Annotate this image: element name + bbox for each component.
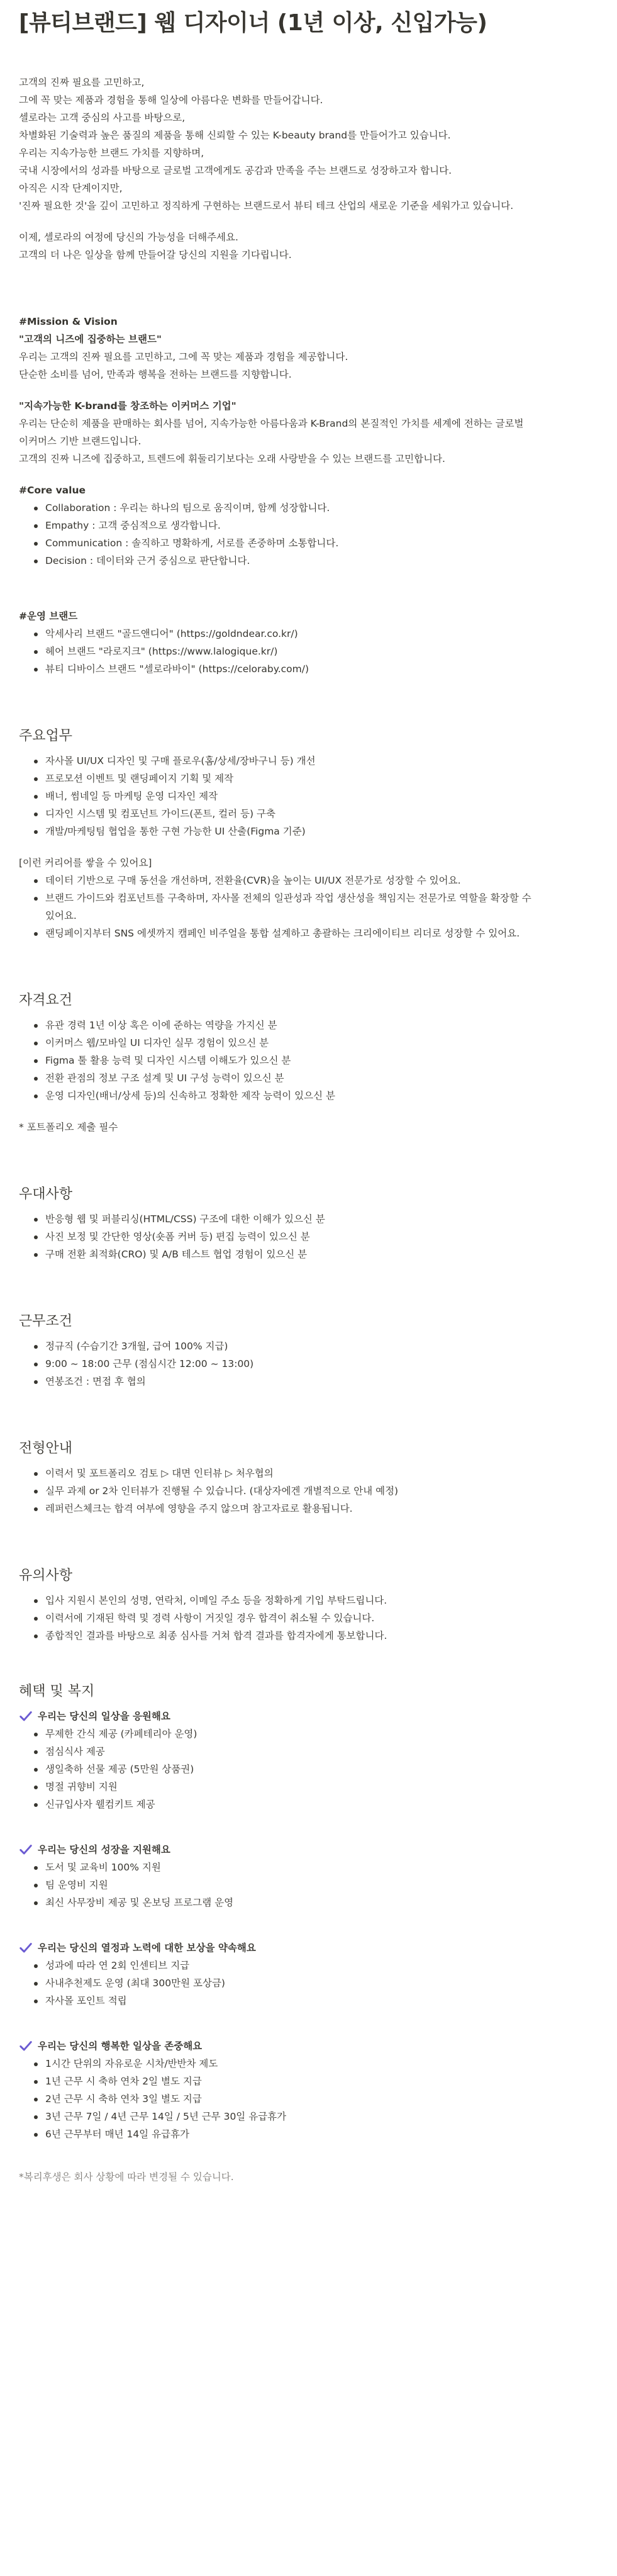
list-item: Communication : 솔직하고 명확하게, 서로를 존중하며 소통합니다. bbox=[33, 534, 598, 552]
list-item: 자사몰 UI/UX 디자인 및 구매 플로우(홈/상세/장바구니 등) 개선 bbox=[33, 752, 598, 770]
core-value-section bbox=[19, 481, 598, 570]
duties-list bbox=[19, 752, 598, 840]
list-item: Decision : 데이터와 근거 중심으로 판단합니다. bbox=[33, 552, 598, 570]
intro-line: 셀로라는 고객 중심의 사고를 바탕으로, bbox=[19, 111, 186, 123]
vision-line: 고객의 진짜 니즈에 집중하고, 트렌드에 휘둘리기보다는 오래 사랑받을 수 있는 브랜드를 고민합니다. bbox=[19, 453, 445, 464]
benefit-group bbox=[19, 1939, 598, 2010]
benefit-group-title: 우리는 당신의 행복한 일상을 존중해요 bbox=[38, 2040, 203, 2052]
benefits-section bbox=[19, 1682, 598, 2186]
list-item: 배너, 썸네일 등 마케팅 운영 디자인 제작 bbox=[33, 787, 598, 805]
process-heading: 전형안내 bbox=[19, 1440, 73, 1456]
list-item: Empathy : 고객 중심적으로 생각합니다. bbox=[33, 517, 598, 534]
intro-line: 아직은 시작 단계이지만, bbox=[19, 182, 123, 194]
list-item: 최신 사무장비 제공 및 온보딩 프로그램 운영 bbox=[33, 1894, 598, 1911]
vision-subtitle: "지속가능한 K-brand를 창조하는 이커머스 기업" bbox=[19, 400, 236, 412]
intro-line: 고객의 더 나은 일상을 함께 만들어갈 당신의 지원을 기다립니다. bbox=[19, 249, 292, 261]
brands-list bbox=[19, 625, 598, 678]
benefit-group bbox=[19, 1841, 598, 1911]
list-item: 1시간 단위의 자유로운 시차/반반차 제도 bbox=[33, 2055, 598, 2073]
list-item: 팀 운영비 지원 bbox=[33, 1876, 598, 1894]
list-item: 유관 경력 1년 이상 혹은 이에 준하는 역량을 가지신 분 bbox=[33, 1016, 598, 1034]
list-item bbox=[33, 889, 598, 925]
list-item-text: 브랜드 가이드와 컴포넌트를 구축하며, 자사몰 전체의 일관성과 작업 생산성을 책임지는 전문가로 역할을 확장할 수 bbox=[45, 892, 531, 904]
list-item: 전환 관점의 정보 구조 설계 및 UI 구성 능력이 있으신 분 bbox=[33, 1069, 598, 1087]
list-item: 레퍼런스체크는 합격 여부에 영향을 주지 않으며 참고자료로 활용됩니다. bbox=[33, 1500, 598, 1517]
list-item: Figma 툴 활용 능력 및 디자인 시스템 이해도가 있으신 분 bbox=[33, 1052, 598, 1069]
list-item: 이력서 및 포트폴리오 검토 ▷ 대면 인터뷰 ▷ 처우협의 bbox=[33, 1465, 598, 1482]
page-title: [뷰티브랜드] 웹 디자이너 (1년 이상, 신입가능) bbox=[19, 10, 487, 36]
core-value-heading: #Core value bbox=[19, 484, 86, 496]
notice-heading: 유의사항 bbox=[19, 1567, 73, 1583]
notice-section bbox=[19, 1566, 598, 1645]
requirements-list bbox=[19, 1016, 598, 1105]
list-item: 명절 귀향비 지원 bbox=[33, 1778, 598, 1796]
mission-section bbox=[19, 313, 598, 468]
list-item: 개발/마케팅팀 협업을 통한 구현 가능한 UI 산출(Figma 기준) bbox=[33, 823, 598, 840]
benefits-heading: 혜택 및 복지 bbox=[19, 1683, 95, 1699]
list-item: 자사몰 포인트 적립 bbox=[33, 1992, 598, 2010]
list-item: 구매 전환 최적화(CRO) 및 A/B 테스트 협업 경험이 있으신 분 bbox=[33, 1246, 598, 1263]
conditions-section bbox=[19, 1312, 598, 1390]
benefit-group-title: 우리는 당신의 열정과 노력에 대한 보상을 약속해요 bbox=[38, 1942, 256, 1954]
list-item: 실무 과제 or 2차 인터뷰가 진행될 수 있습니다. (대상자에겐 개별적으로 안내 예정) bbox=[33, 1482, 598, 1500]
list-item: 6년 근무부터 매년 14일 유급휴가 bbox=[33, 2125, 598, 2143]
benefit-group bbox=[19, 2037, 598, 2143]
requirements-heading: 자격요건 bbox=[19, 992, 73, 1008]
list-item: 뷰티 디바이스 브랜드 "셀로라바이" (https://celoraby.com/) bbox=[33, 660, 598, 678]
mission-subtitle: "고객의 니즈에 집중하는 브랜드" bbox=[19, 333, 162, 345]
list-item: 입사 지원시 본인의 성명, 연락처, 이메일 주소 등을 정확하게 기입 부탁드립니다. bbox=[33, 1592, 598, 1609]
brands-section bbox=[19, 607, 598, 678]
intro-line: 국내 시장에서의 성과를 바탕으로 글로벌 고객에게도 공감과 만족을 주는 브랜드로 성장하고자 합니다. bbox=[19, 164, 452, 176]
list-item: 랜딩페이지부터 SNS 에셋까지 캠페인 비주얼을 통합 설계하고 총괄하는 크리에이티브 리더로 성장할 수 있어요. bbox=[33, 925, 598, 942]
list-item: Collaboration : 우리는 하나의 팀으로 움직이며, 함께 성장합니다. bbox=[33, 499, 598, 517]
list-item: 생일축하 선물 제공 (5만원 상품권) bbox=[33, 1760, 598, 1778]
benefit-list bbox=[19, 1859, 598, 1911]
list-item: 이력서에 기재된 학력 및 경력 사항이 거짓일 경우 합격이 취소될 수 있습니다. bbox=[33, 1609, 598, 1627]
intro-line: 그에 꼭 맞는 제품과 경험을 통해 일상에 아름다운 변화를 만들어갑니다. bbox=[19, 94, 323, 106]
duties-heading: 주요업무 bbox=[19, 728, 73, 744]
list-item: 2년 근무 시 축하 연차 3일 별도 지급 bbox=[33, 2090, 598, 2108]
conditions-list bbox=[19, 1337, 598, 1390]
portfolio-note: * 포트폴리오 제출 필수 bbox=[19, 1121, 118, 1133]
list-item: 반응형 웹 및 퍼블리싱(HTML/CSS) 구조에 대한 이해가 있으신 분 bbox=[33, 1210, 598, 1228]
process-section bbox=[19, 1439, 598, 1517]
list-item: 헤어 브랜드 "라로지크" (https://www.lalogique.kr/) bbox=[33, 643, 598, 660]
list-item: 무제한 간식 제공 (카페테리아 운영) bbox=[33, 1725, 598, 1743]
duties-section bbox=[19, 727, 598, 942]
list-item-text: 있어요. bbox=[45, 909, 77, 921]
mission-line: 우리는 고객의 진짜 필요를 고민하고, 그에 꼭 맞는 제품과 경험을 제공합니다. bbox=[19, 351, 348, 363]
list-item: 도서 및 교육비 100% 지원 bbox=[33, 1859, 598, 1876]
intro-line: 이제, 셀로라의 여정에 당신의 가능성을 더해주세요. bbox=[19, 231, 238, 243]
list-item: 사진 보정 및 간단한 영상(숏폼 커버 등) 편집 능력이 있으신 분 bbox=[33, 1228, 598, 1246]
conditions-heading: 근무조건 bbox=[19, 1313, 73, 1329]
preferred-section bbox=[19, 1185, 598, 1263]
list-item: 데이터 기반으로 구매 동선을 개선하며, 전환율(CVR)을 높이는 UI/UX 전문가로 성장할 수 있어요. bbox=[33, 872, 598, 889]
process-list bbox=[19, 1465, 598, 1517]
list-item: 악세사리 브랜드 "골드앤디어" (https://goldndear.co.kr/) bbox=[33, 625, 598, 643]
intro-line: 차별화된 기술력과 높은 품질의 제품을 통해 신뢰할 수 있는 K-beauty brand를 만들어가고 있습니다. bbox=[19, 129, 451, 141]
notice-list bbox=[19, 1592, 598, 1645]
vision-line: 우리는 단순히 제품을 판매하는 회사를 넘어, 지속가능한 아름다움과 K-Brand의 본질적인 가치를 세계에 전하는 글로벌 bbox=[19, 417, 524, 429]
vision-line: 이커머스 기반 브랜드입니다. bbox=[19, 435, 142, 447]
brands-heading: #운영 브랜드 bbox=[19, 610, 78, 622]
list-item: 운영 디자인(배너/상세 등)의 신속하고 정확한 제작 능력이 있으신 분 bbox=[33, 1087, 598, 1105]
career-heading: [이런 커리어를 쌓을 수 있어요] bbox=[19, 857, 152, 869]
list-item: 정규직 (수습기간 3개월, 급여 100% 지급) bbox=[33, 1337, 598, 1355]
benefit-list bbox=[19, 1957, 598, 2010]
list-item: 3년 근무 7일 / 4년 근무 14일 / 5년 근무 30일 유급휴가 bbox=[33, 2108, 598, 2125]
list-item: 1년 근무 시 축하 연차 2일 별도 지급 bbox=[33, 2073, 598, 2090]
check-icon bbox=[19, 1843, 33, 1857]
benefit-list bbox=[19, 2055, 598, 2143]
benefit-list bbox=[19, 1725, 598, 1813]
list-item: 디자인 시스템 및 컴포넌트 가이드(폰트, 컬러 등) 구축 bbox=[33, 805, 598, 823]
mission-heading: #Mission & Vision bbox=[19, 315, 118, 327]
intro-line: 우리는 지속가능한 브랜드 가치를 지향하며, bbox=[19, 147, 204, 159]
benefit-group bbox=[19, 1707, 598, 1813]
list-item: 연봉조건 : 면접 후 협의 bbox=[33, 1373, 598, 1390]
list-item: 프로모션 이벤트 및 랜딩페이지 기획 및 제작 bbox=[33, 770, 598, 787]
mission-line: 단순한 소비를 넘어, 만족과 행복을 전하는 브랜드를 지향합니다. bbox=[19, 368, 292, 380]
list-item: 점심식사 제공 bbox=[33, 1743, 598, 1760]
preferred-list bbox=[19, 1210, 598, 1263]
intro-line: 고객의 진짜 필요를 고민하고, bbox=[19, 76, 145, 88]
list-item: 이커머스 웹/모바일 UI 디자인 실무 경험이 있으신 분 bbox=[33, 1034, 598, 1052]
benefit-group-title: 우리는 당신의 일상을 응원해요 bbox=[38, 1710, 170, 1722]
check-icon bbox=[19, 1709, 33, 1723]
intro-line: '진짜 필요한 것'을 깊이 고민하고 정직하게 구현하는 브랜드로서 뷰티 테크 산업의 새로운 기준을 세워가고 있습니다. bbox=[19, 200, 514, 211]
list-item: 사내추천제도 운영 (최대 300만원 포상금) bbox=[33, 1974, 598, 1992]
core-value-list bbox=[19, 499, 598, 570]
career-list bbox=[19, 872, 598, 942]
intro-section bbox=[19, 74, 598, 264]
requirements-section bbox=[19, 991, 598, 1136]
check-icon bbox=[19, 1941, 33, 1955]
list-item: 신규입사자 웰컴키트 제공 bbox=[33, 1796, 598, 1813]
benefit-group-title: 우리는 당신의 성장을 지원해요 bbox=[38, 1843, 170, 1855]
list-item: 성과에 따라 연 2회 인센티브 지급 bbox=[33, 1957, 598, 1974]
list-item: 종합적인 결과를 바탕으로 최종 심사를 거쳐 합격 결과를 합격자에게 통보합니다. bbox=[33, 1627, 598, 1645]
list-item: 9:00 ~ 18:00 근무 (점심시간 12:00 ~ 13:00) bbox=[33, 1355, 598, 1373]
check-icon bbox=[19, 2039, 33, 2053]
preferred-heading: 우대사항 bbox=[19, 1186, 73, 1202]
benefits-footnote: *복리후생은 회사 상황에 따라 변경될 수 있습니다. bbox=[19, 2171, 234, 2183]
